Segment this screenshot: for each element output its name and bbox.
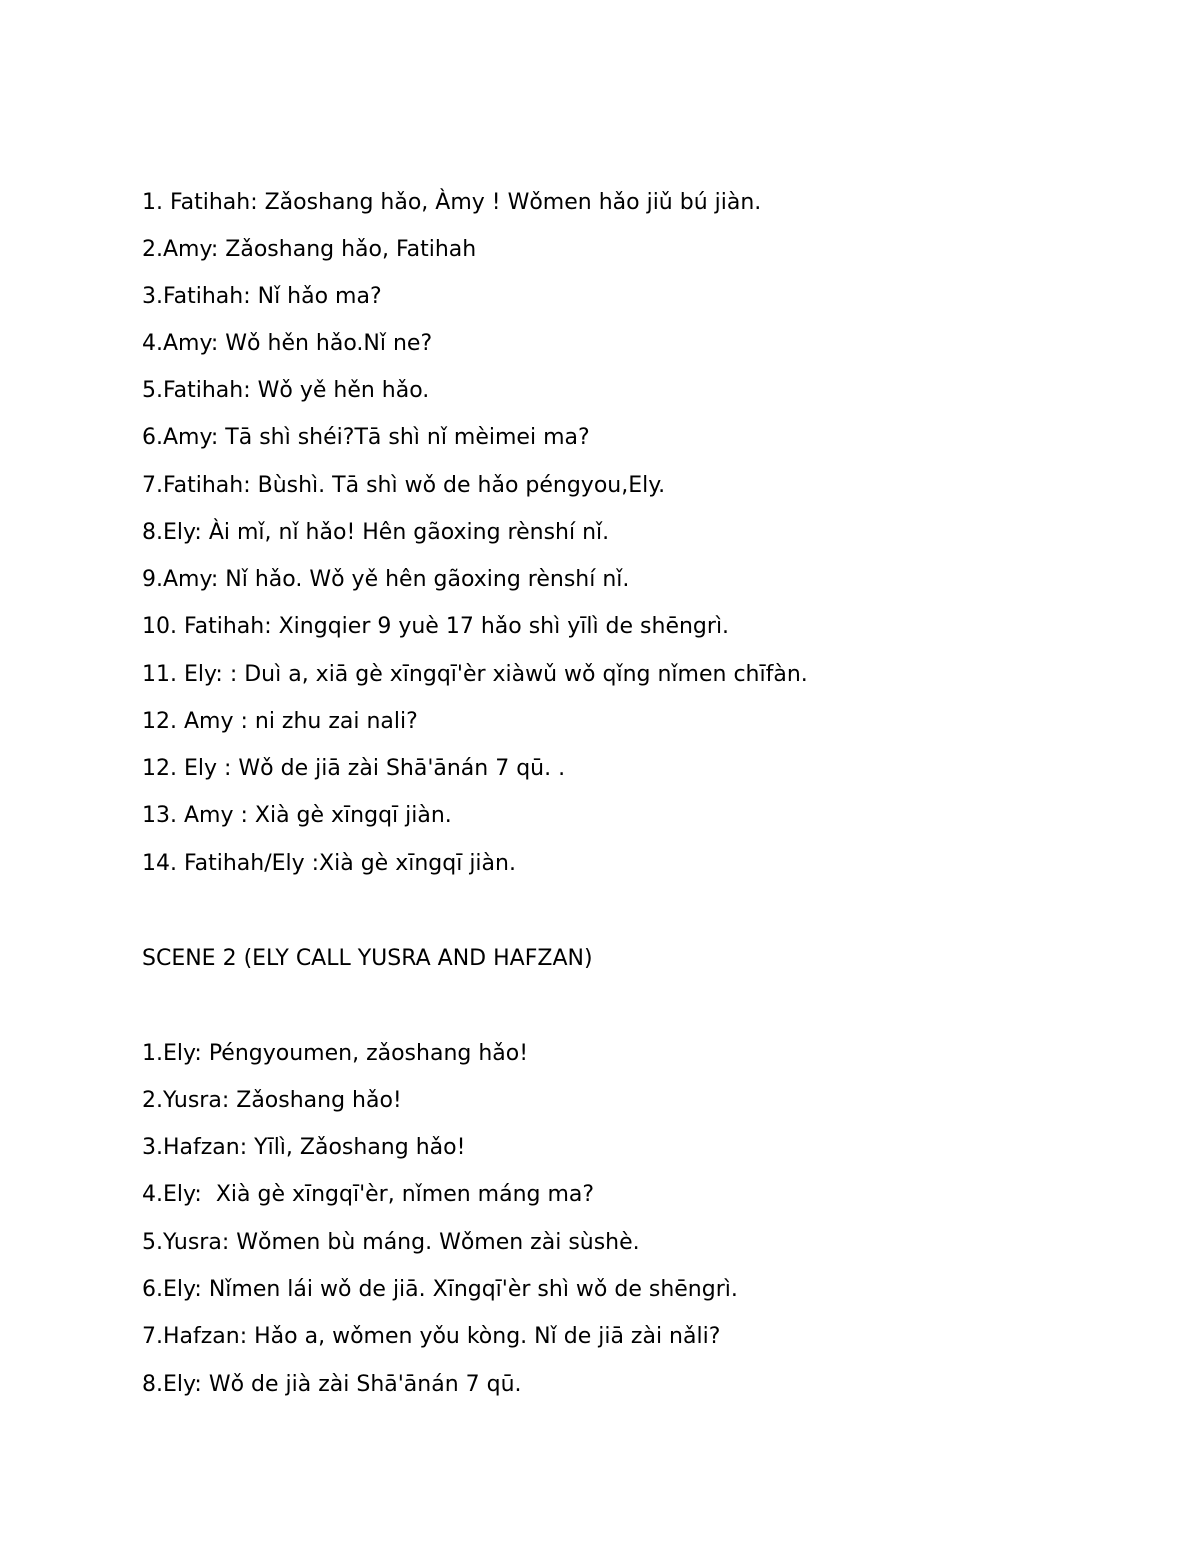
scene1-line-6: 6.Amy: Tā shì shéi?Tā shì nǐ mèimei ma? <box>142 425 590 450</box>
scene2-line-4: 4.Ely: Xià gè xīngqī'èr, nǐmen máng ma? <box>142 1182 595 1207</box>
scene1-line-1: 1. Fatihah: Zǎoshang hǎo, Àmy ! Wǒmen hǎo jiǔ bú jiàn. <box>142 190 762 215</box>
scene1-line-12: 12. Amy : ni zhu zai nali? <box>142 709 418 734</box>
scene2-heading: SCENE 2 (ELY CALL YUSRA AND HAFZAN) <box>142 946 593 971</box>
scene1-line-14: 13. Amy : Xià gè xīngqī jiàn. <box>142 803 452 828</box>
scene2-line-1: 1.Ely: Péngyoumen, zǎoshang hǎo! <box>142 1041 529 1066</box>
scene1-line-10: 10. Fatihah: Xingqier 9 yuè 17 hǎo shì yīlì de shēngrì. <box>142 614 730 639</box>
scene1-line-5: 5.Fatihah: Wǒ yě hěn hǎo. <box>142 378 430 403</box>
scene1-line-4: 4.Amy: Wǒ hěn hǎo.Nǐ ne? <box>142 331 433 356</box>
scene1-line-15: 14. Fatihah/Ely :Xià gè xīngqī jiàn. <box>142 851 516 876</box>
scene1-line-3: 3.Fatihah: Nǐ hǎo ma? <box>142 284 382 309</box>
scene2-line-7: 7.Hafzan: Hǎo a, wǒmen yǒu kòng. Nǐ de jiā zài nǎli? <box>142 1324 721 1349</box>
scene2-line-2: 2.Yusra: Zǎoshang hǎo! <box>142 1088 402 1113</box>
scene1-line-8: 8.Ely: Ài mǐ, nǐ hǎo! Hên gãoxing rènshí nǐ. <box>142 520 610 545</box>
scene1-line-13: 12. Ely : Wǒ de jiā zài Shā'ānán 7 qū. . <box>142 756 566 781</box>
scene1-line-9: 9.Amy: Nǐ hǎo. Wǒ yě hên gãoxing rènshí nǐ. <box>142 567 630 592</box>
scene2-line-8: 8.Ely: Wǒ de jià zài Shā'ānán 7 qū. <box>142 1372 522 1397</box>
scene1-line-11: 11. Ely: : Duì a, xiā gè xīngqī'èr xiàwǔ wǒ qǐng nǐmen chīfàn. <box>142 662 808 687</box>
scene1-line-2: 2.Amy: Zǎoshang hǎo, Fatihah <box>142 237 477 262</box>
scene2-line-5: 5.Yusra: Wǒmen bù máng. Wǒmen zài sùshè. <box>142 1230 640 1255</box>
scene2-line-3: 3.Hafzan: Yīlì, Zǎoshang hǎo! <box>142 1135 466 1160</box>
scene1-line-7: 7.Fatihah: Bùshì. Tā shì wǒ de hǎo péngyou,Ely. <box>142 473 666 498</box>
scene2-line-6: 6.Ely: Nǐmen lái wǒ de jiā. Xīngqī'èr shì wǒ de shēngrì. <box>142 1277 738 1302</box>
